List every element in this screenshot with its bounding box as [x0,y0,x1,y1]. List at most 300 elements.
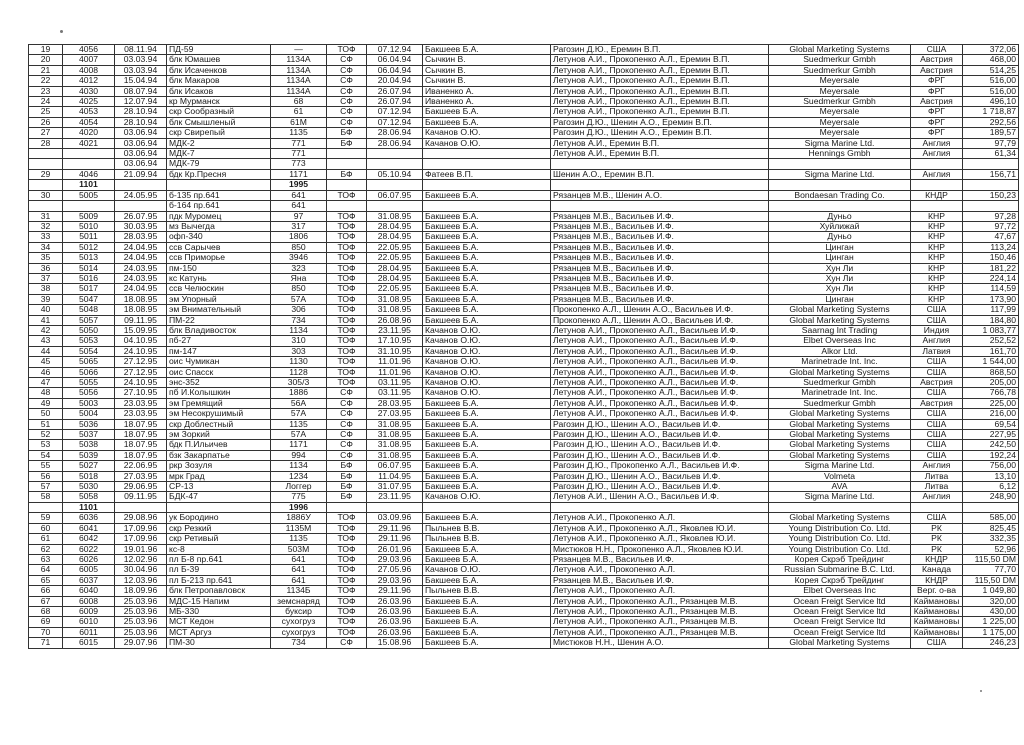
cell-vessel-name: оис Чумикан [167,357,271,367]
cell-contract-date: 24.10.95 [115,378,167,388]
table-row [29,294,1019,304]
table-row [29,325,1019,335]
cell-responsible: Пыльнев В.В. [423,534,551,544]
cell-vessel-name: эм Внимательный [167,305,271,315]
cell-country: РК [911,523,963,533]
cell-buyer: Корея Скрэб Трейдинг [769,554,911,564]
cell-case-number: 4021 [63,138,115,148]
cell-project: 641 [271,565,327,575]
cell-row-number: 25 [29,107,63,117]
cell-sale-date: 26.03.96 [367,606,423,616]
cell-vessel-name: скр Резкий [167,523,271,533]
cell-sale-date: 26.03.96 [367,596,423,606]
cell-project: 323 [271,263,327,273]
cell-participants: Летунов А.И., Прокопенко А.Л., Васильев И.Ф. [551,346,769,356]
cell-vessel-name: кс-8 [167,544,271,554]
cell-sale-date: 28.04.95 [367,232,423,242]
cell-participants: Летунов А.И., Прокопенко А.Л., Васильев И.Ф. [551,409,769,419]
cell-contract-date: 18.08.95 [115,305,167,315]
cell-row-number: 45 [29,357,63,367]
cell-project: 994 [271,450,327,460]
cell-country: США [911,513,963,523]
cell-responsible: Бакшеев Б.А. [423,513,551,523]
cell-participants: Летунов А.И., Еремин В.П. [551,149,769,159]
cell-country: США [911,419,963,429]
cell-contract-date: 28.10.94 [115,107,167,117]
cell-vessel-name: б-164 пр.641 [167,201,271,211]
cell-sale-date: 31.08.95 [367,450,423,460]
cell-vessel-name: пл Б-213 пр.641 [167,575,271,585]
cell-case-number: 6026 [63,554,115,564]
cell-vessel-name: эм Гремящий [167,398,271,408]
cell-vessel-name: офп-340 [167,232,271,242]
cell-sale-date: 11.04.95 [367,471,423,481]
table-row [29,492,1019,502]
cell-country: КНР [911,273,963,283]
cell-buyer: Meyersale [769,128,911,138]
cell-participants: Рагозин Д.Ю., Шенин А.О., Васильев И.Ф. [551,471,769,481]
cell-project: 1134А [271,76,327,86]
cell-row-number: 57 [29,482,63,492]
cell-vessel-name: блк Макаров [167,76,271,86]
cell-fleet: СФ [327,450,367,460]
cell-contract-date [115,180,167,190]
cell-buyer: Global Marketing Systems [769,367,911,377]
cell-buyer: Young Distribution Co. Ltd. [769,523,911,533]
cell-amount: 150,46 [963,253,1019,263]
cell-case-number: 4012 [63,76,115,86]
cell-country: ФРГ [911,128,963,138]
cell-vessel-name: скр Свирепый [167,128,271,138]
table-row [29,596,1019,606]
cell-contract-date: 08.07.94 [115,86,167,96]
cell-responsible: Качанов О.Ю. [423,367,551,377]
cell-project: 57А [271,294,327,304]
cell-fleet: СФ [327,398,367,408]
cell-fleet: СФ [327,419,367,429]
cell-contract-date: 30.04.96 [115,565,167,575]
cell-buyer: Meyersale [769,86,911,96]
cell-responsible: Бакшеев Б.А. [423,45,551,55]
cell-fleet: ТОФ [327,242,367,252]
cell-buyer [769,502,911,512]
table-row [29,201,1019,211]
cell-amount: 825,45 [963,523,1019,533]
cell-project: 503М [271,544,327,554]
cell-fleet [327,180,367,190]
cell-row-number: 26 [29,117,63,127]
cell-country: США [911,367,963,377]
cell-fleet [327,502,367,512]
cell-case-number: 5055 [63,378,115,388]
cell-contract-date: 18.07.95 [115,450,167,460]
cell-case-number: 4053 [63,107,115,117]
cell-country: США [911,305,963,315]
cell-participants: Летунов А.И., Прокопенко А.Л., Рязанцев М.В. [551,617,769,627]
cell-buyer: AVA [769,482,911,492]
cell-row-number: 42 [29,325,63,335]
cell-row-number: 62 [29,544,63,554]
cell-amount: 1 544,00 [963,357,1019,367]
cell-amount: 181,22 [963,263,1019,273]
cell-amount: 61,34 [963,149,1019,159]
cell-participants: Рагозин Д.Ю., Прокопенко А.Л., Васильев И.Ф. [551,461,769,471]
cell-amount: 320,00 [963,596,1019,606]
cell-buyer: Sigma Marine Ltd. [769,138,911,148]
cell-project: 61 [271,107,327,117]
cell-contract-date: 03.03.94 [115,55,167,65]
cell-responsible: Бакшеев Б.А. [423,430,551,440]
cell-case-number: 5016 [63,273,115,283]
cell-case-number: 5066 [63,367,115,377]
cell-sale-date: 28.03.95 [367,398,423,408]
cell-country: ФРГ [911,76,963,86]
cell-buyer: Elbet Overseas Inc [769,586,911,596]
cell-responsible: Бакшеев Б.А. [423,461,551,471]
cell-responsible: Бакшеев Б.А. [423,471,551,481]
cell-case-number: 1101 [63,502,115,512]
cell-buyer: Корея Скрэб Трейдинг [769,575,911,585]
cell-country: Каймановы [911,596,963,606]
cell-contract-date: 24.03.95 [115,263,167,273]
cell-row-number: 50 [29,409,63,419]
cell-sale-date: 06.07.95 [367,190,423,200]
cell-country: США [911,315,963,325]
cell-row-number: 49 [29,398,63,408]
cell-case-number: 5012 [63,242,115,252]
cell-participants: Мистюков Н.Н., Шенин А.О. [551,638,769,648]
table-row [29,336,1019,346]
cell-participants: Рязанцев М.В., Васильев И.Ф. [551,221,769,231]
cell-project: 1130 [271,357,327,367]
cell-row-number: 71 [29,638,63,648]
cell-sale-date: 07.12.94 [367,117,423,127]
cell-project: 306 [271,305,327,315]
cell-buyer: Hennings Gmbh [769,149,911,159]
cell-buyer: Дуньо [769,211,911,221]
cell-participants: Летунов А.И., Прокопенко А.Л., Васильев И.Ф. [551,367,769,377]
cell-case-number: 5010 [63,221,115,231]
cell-case-number: 6010 [63,617,115,627]
cell-country: КНДР [911,554,963,564]
cell-project: 1995 [271,180,327,190]
cell-buyer: Suedmerkur Gmbh [769,398,911,408]
cell-vessel-name: пм-150 [167,263,271,273]
cell-vessel-name: оис Спасск [167,367,271,377]
cell-country: Индия [911,325,963,335]
cell-fleet: СФ [327,76,367,86]
cell-contract-date: 18.08.95 [115,294,167,304]
table-row [29,242,1019,252]
cell-participants: Рязанцев М.В., Васильев И.Ф. [551,575,769,585]
cell-case-number: 5058 [63,492,115,502]
cell-case-number: 5065 [63,357,115,367]
cell-buyer: Saarnag Int Trading [769,325,911,335]
cell-project: земснаряд [271,596,327,606]
cell-row-number: 46 [29,367,63,377]
cell-row-number: 66 [29,586,63,596]
cell-country: Австрия [911,55,963,65]
cell-row-number [29,159,63,169]
cell-fleet: БФ [327,482,367,492]
cell-country: США [911,450,963,460]
cell-row-number: 53 [29,440,63,450]
table-row [29,627,1019,637]
cell-country: ФРГ [911,107,963,117]
cell-vessel-name [167,502,271,512]
cell-project: 1135 [271,128,327,138]
table-row [29,565,1019,575]
cell-responsible: Бакшеев Б.А. [423,273,551,283]
cell-sale-date: 06.04.94 [367,55,423,65]
cell-amount: 189,57 [963,128,1019,138]
cell-vessel-name: кр Мурманск [167,97,271,107]
cell-amount: 97,28 [963,211,1019,221]
cell-buyer: Global Marketing Systems [769,513,911,523]
cell-responsible: Качанов О.Ю. [423,325,551,335]
cell-row-number: 29 [29,169,63,179]
table-row [29,346,1019,356]
cell-country: КНР [911,263,963,273]
cell-case-number: 5030 [63,482,115,492]
cell-vessel-name: бдк Кр.Пресня [167,169,271,179]
cell-country: Англия [911,492,963,502]
cell-project: 1135 [271,534,327,544]
cell-project: 1171 [271,169,327,179]
cell-responsible: Качанов О.Ю. [423,378,551,388]
cell-case-number: 4007 [63,55,115,65]
cell-row-number: 39 [29,294,63,304]
cell-fleet: ТОФ [327,305,367,315]
cell-project: 97 [271,211,327,221]
cell-contract-date: 23.03.95 [115,409,167,419]
cell-fleet: БФ [327,492,367,502]
cell-country: США [911,357,963,367]
cell-responsible: Фатеев В.П. [423,169,551,179]
cell-case-number [63,159,115,169]
cell-country: ФРГ [911,86,963,96]
cell-row-number: 40 [29,305,63,315]
cell-participants: Мистюков Н.Н., Прокопенко А.Л., Яковлев Ю.И. [551,544,769,554]
cell-row-number: 32 [29,221,63,231]
cell-vessel-name: блк Исаченков [167,65,271,75]
cell-participants: Прокопенко А.Л., Шенин А.О., Васильев И.Ф. [551,305,769,315]
cell-contract-date: 17.09.96 [115,534,167,544]
cell-project: 1996 [271,502,327,512]
cell-amount: 756,00 [963,461,1019,471]
cell-amount: 52,96 [963,544,1019,554]
cell-fleet: ТОФ [327,211,367,221]
cell-case-number: 5011 [63,232,115,242]
cell-buyer: Global Marketing Systems [769,315,911,325]
cell-row-number: 63 [29,554,63,564]
cell-vessel-name: б-135 пр.641 [167,190,271,200]
cell-sale-date: 22.05.95 [367,242,423,252]
cell-sale-date: 17.10.95 [367,336,423,346]
cell-fleet: СФ [327,409,367,419]
cell-contract-date: 12.07.94 [115,97,167,107]
cell-row-number: 69 [29,617,63,627]
cell-amount: 115,50 DM [963,554,1019,564]
cell-country: Англия [911,138,963,148]
cell-participants: Прокопенко А.Л., Шенин А.О., Васильев И.Ф. [551,315,769,325]
cell-amount: 514,25 [963,65,1019,75]
table-row [29,128,1019,138]
cell-responsible: Бакшеев Б.А. [423,575,551,585]
cell-contract-date: 03.06.94 [115,149,167,159]
cell-contract-date: 29.07.96 [115,638,167,648]
cell-case-number: 5005 [63,190,115,200]
cell-case-number: 6036 [63,513,115,523]
cell-row-number: 60 [29,523,63,533]
cell-responsible: Бакшеев Б.А. [423,606,551,616]
cell-sale-date: 29.11.96 [367,534,423,544]
cell-buyer: Suedmerkur Gmbh [769,55,911,65]
cell-buyer: Цинган [769,242,911,252]
cell-country: Англия [911,336,963,346]
cell-fleet: ТОФ [327,263,367,273]
table-row [29,45,1019,55]
cell-sale-date [367,149,423,159]
cell-amount: 1 225,00 [963,617,1019,627]
cell-responsible [423,201,551,211]
cell-amount: 430,00 [963,606,1019,616]
cell-contract-date: 18.07.95 [115,419,167,429]
cell-amount: 468,00 [963,55,1019,65]
cell-country: США [911,388,963,398]
cell-case-number: 5054 [63,346,115,356]
cell-project: 850 [271,284,327,294]
cell-fleet: СФ [327,430,367,440]
cell-project: 1128 [271,367,327,377]
cell-responsible: Бакшеев Б.А. [423,315,551,325]
cell-sale-date: 31.07.95 [367,482,423,492]
cell-contract-date: 26.07.95 [115,211,167,221]
cell-contract-date: 25.03.96 [115,606,167,616]
cell-amount: 97,79 [963,138,1019,148]
cell-responsible [423,502,551,512]
cell-fleet: ТОФ [327,221,367,231]
cell-case-number: 6005 [63,565,115,575]
cell-contract-date: 28.03.95 [115,232,167,242]
cell-project: 1886 [271,388,327,398]
cell-vessel-name: ПД-59 [167,45,271,55]
cell-vessel-name: МДС-15 Напим [167,596,271,606]
cell-contract-date: 24.04.95 [115,284,167,294]
cell-sale-date: 23.11.95 [367,325,423,335]
cell-contract-date: 18.07.95 [115,440,167,450]
cell-amount: 115,50 DM [963,575,1019,585]
cell-amount: 248,90 [963,492,1019,502]
cell-responsible: Бакшеев Б.А. [423,294,551,304]
cell-row-number: 51 [29,419,63,429]
cell-responsible: Пыльнев В.В. [423,586,551,596]
cell-country: Латвия [911,346,963,356]
cell-project: 734 [271,315,327,325]
cell-vessel-name: ссв Приморье [167,253,271,263]
cell-fleet: СФ [327,65,367,75]
cell-sale-date: 06.04.94 [367,65,423,75]
cell-participants: Рязанцев М.В., Васильев И.Ф. [551,554,769,564]
cell-row-number: 54 [29,450,63,460]
cell-fleet: БФ [327,471,367,481]
cell-vessel-name: пдк Муромец [167,211,271,221]
cell-project: 641 [271,201,327,211]
cell-vessel-name: кс Катунь [167,273,271,283]
cell-fleet: ТОФ [327,617,367,627]
cell-sale-date: 28.04.95 [367,221,423,231]
cell-project: 771 [271,138,327,148]
cell-vessel-name: СР-13 [167,482,271,492]
cell-buyer: Sigma Marine Ltd. [769,461,911,471]
table-row [29,575,1019,585]
table-row [29,544,1019,554]
cell-country: Англия [911,149,963,159]
cell-amount: 766,78 [963,388,1019,398]
cell-amount: 516,00 [963,76,1019,86]
cell-fleet: СФ [327,388,367,398]
table-row [29,55,1019,65]
cell-row-number: 68 [29,606,63,616]
cell-participants: Летунов А.И., Шенин А.О., Васильев И.Ф. [551,492,769,502]
cell-amount: 47,67 [963,232,1019,242]
cell-case-number: 6011 [63,627,115,637]
cell-amount: 150,23 [963,190,1019,200]
cell-row-number: 55 [29,461,63,471]
cell-project: 3946 [271,253,327,263]
cell-vessel-name: МДК-2 [167,138,271,148]
cell-case-number: 6015 [63,638,115,648]
cell-case-number: 5047 [63,294,115,304]
cell-row-number: 41 [29,315,63,325]
table-row [29,450,1019,460]
cell-row-number [29,201,63,211]
cell-case-number: 5057 [63,315,115,325]
cell-participants: Летунов А.И., Прокопенко А.Л., Васильев И.Ф. [551,325,769,335]
cell-responsible: Бакшеев Б.А. [423,117,551,127]
cell-project: 850 [271,242,327,252]
cell-country: Каймановы [911,617,963,627]
cell-buyer: Ocean Freigt Service ltd [769,596,911,606]
cell-sale-date [367,502,423,512]
cell-sale-date: 26.01.96 [367,544,423,554]
cell-project: 305/3 [271,378,327,388]
cell-vessel-name: БДК-47 [167,492,271,502]
cell-row-number: 36 [29,263,63,273]
cell-contract-date: 25.03.96 [115,617,167,627]
table-row [29,554,1019,564]
cell-fleet: БФ [327,169,367,179]
cell-country: Австрия [911,398,963,408]
cell-fleet: СФ [327,55,367,65]
sale-register-table [28,44,1019,649]
cell-project: 56А [271,398,327,408]
cell-case-number [63,149,115,159]
cell-project: 1806 [271,232,327,242]
cell-responsible: Бакшеев Б.А. [423,190,551,200]
cell-responsible: Пыльнев В.В. [423,523,551,533]
scan-speck [60,30,63,33]
table-row [29,169,1019,179]
cell-case-number: 4008 [63,65,115,75]
cell-row-number: 35 [29,253,63,263]
cell-participants: Летунов А.И., Прокопенко А.Л., Васильев И.Ф. [551,336,769,346]
cell-sale-date: 03.11.95 [367,388,423,398]
cell-buyer: Meyersale [769,107,911,117]
cell-contract-date: 08.11.94 [115,45,167,55]
table-row [29,263,1019,273]
cell-participants [551,201,769,211]
